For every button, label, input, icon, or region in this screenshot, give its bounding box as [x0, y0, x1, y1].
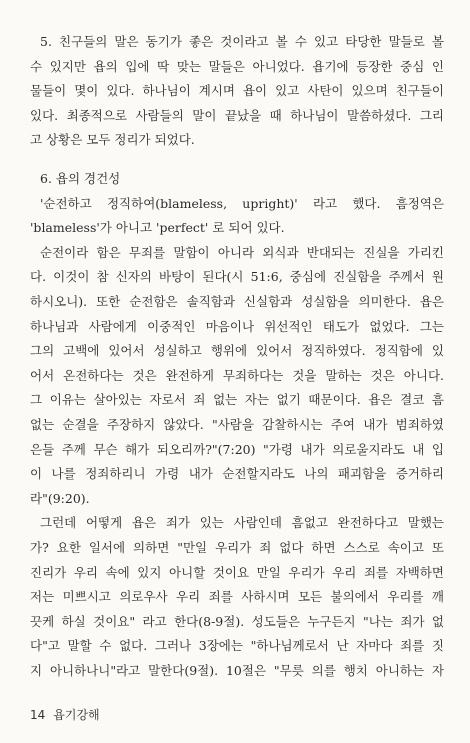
text-line: 이 나를 정죄하리니 가령 내가 순전할지라도 나의 패괴함을 증거하리	[30, 466, 444, 482]
text-line: 수 있지만 욥의 입에 딱 맞는 말들은 아니었다. 욥기에 등장한 중심 인	[30, 58, 444, 74]
text-line: 끗케 하실 것이요" 라고 한다(8-9절). 성도들은 누구든지 "나는 죄가 없	[30, 613, 444, 629]
text-line: 하나님과 사람에게 이중적인 마음이나 위선적인 태도가 없었다. 그는	[30, 318, 444, 334]
text-line: 진리가 우리 속에 있지 아니할 것이요 만일 우리가 우리 죄를 자백하면	[30, 564, 444, 580]
text-line: 다. 이것이 참 신자의 바탕이 된다(시 51:6, 중심에 진실함을 주께서 원	[30, 269, 444, 285]
running-title: 욥기강해	[53, 708, 100, 722]
text-line: 순전이라 함은 무죄를 말함이 아니라 외식과 반대되는 진실을 가리킨	[40, 244, 444, 260]
text-line: 'blameless'가 아니고 'perfect' 로 되어 있다.	[30, 220, 285, 236]
text-line: 없는 순결을 주장하지 않았다. "사람을 감찰하시는 주여 내가 범죄하였	[30, 417, 444, 432]
text-line: 가? 요한 일서에 의하면 "만일 우리가 죄 없다 하면 스스로 속이고 또	[30, 540, 444, 555]
text-line: 그런데 어떻게 욥은 죄가 있는 사람인데 흠없고 완전하다고 말했는	[40, 515, 444, 531]
text-line: 물들이 몇이 있다. 하나님이 계시며 욥이 있고 사탄이 있으며 친구들이	[30, 83, 444, 99]
text-line: 5. 친구들의 말은 동기가 좋은 것이라고 볼 수 있고 타당한 말들로 볼	[40, 34, 444, 49]
text-line: 그 이유는 살아있는 자로서 죄 없는 자는 없기 때문이다. 욥은 결코 흠	[30, 392, 444, 408]
text-line: 다"고 말할 수 없다. 그러나 3장에는 "하나님께로서 난 자마다 죄를 짓	[30, 638, 444, 654]
text-line: 어서 온전하다는 것은 완전하게 무죄하다는 것을 말하는 것은 아니다.	[30, 367, 444, 383]
text-line: 고 상황은 모두 정리가 되었다.	[30, 132, 195, 148]
text-line: 있다. 최종적으로 사람들의 말이 끝났을 때 하나님이 말씀하셨다. 그리	[30, 107, 444, 123]
text-line: 하시오니). 또한 순전함은 솔직함과 신실함과 성실함을 의미한다. 욥은	[30, 294, 444, 309]
text-line: 저는 미쁘시고 의로우사 우리 죄를 사하시며 모든 불의에서 우리를 깨	[30, 589, 444, 605]
page-number: 14	[30, 708, 46, 722]
text-line: 그의 고백에 있어서 성실하고 행위에 있어서 정직하였다. 정직함에 있	[30, 343, 444, 359]
page-footer	[30, 706, 100, 723]
text-line: '순전하고 정직하여(blameless, upright)' 라고 했다. 흠정역은	[40, 195, 444, 211]
text-line: 은들 주께 무슨 해가 되오리까?"(7:20) "가령 내가 의로울지라도 내 입	[30, 441, 444, 457]
text-line: 지 아니하나니"라고 말한다(9절). 10절은 "무릇 의를 행치 아니하는 자	[30, 663, 444, 678]
section-heading: 6. 욥의 경건성	[40, 171, 121, 186]
text-line: 라"(9:20).	[30, 490, 90, 506]
